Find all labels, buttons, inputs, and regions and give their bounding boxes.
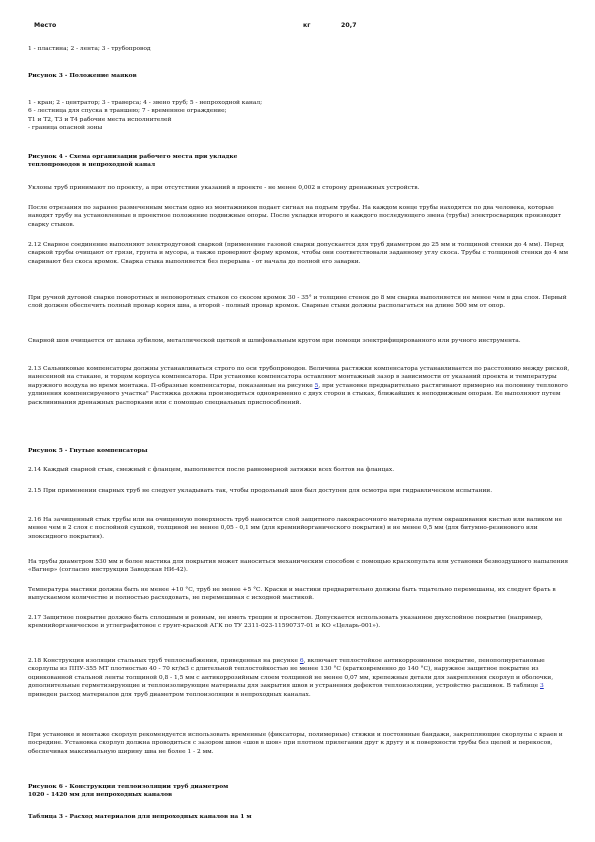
paragraph [28, 365, 570, 407]
table3-caption: Таблица 3 - Расход материалов для непроходных каналов на 1 м [28, 813, 252, 820]
paragraph-text: 2.18 Конструкция изоляции стальных труб теплоснабжения, приведенная на рисунке [28, 658, 300, 664]
fig4-legend-line: - граница опасной зоны [28, 125, 103, 132]
paragraph [28, 657, 570, 699]
fig3-legend: 1 - пластина; 2 - лента; 3 - трубопровод [28, 46, 151, 52]
paragraph: 2.17 Защитное покрытие должно быть сплошным и ровным, не иметь трещин и просветов. Допускается использовать указанное двухслойное покрытие (например, кремнийорганическое и углеграфитовое с грунт-краской АГК по ТУ 2311-023-11590737-01 и КО «Целарь-001»). [28, 615, 543, 630]
paragraph-text: , при установке предварительно растягивают примерно на половину теплового удлинения компенсируемого участка" Растяжка должна производиться одновременно с двух сторон в стыках, ближайших к неподвижным опорам. Ее выполняют путем расклинивания дренажных распорками или с помощью специальных приспособлений. [28, 382, 568, 406]
fig3-caption: Рисунок 3 - Положение маяков [28, 72, 137, 79]
paragraph-text: , включает теплостойкое антикоррозионное покрытие, пенополиуретановые скорлупы из ППУ-355 МТ плотностью 40 - 70 кг/м3 с длительной теплостойкостью не менее 130 °С (кратковременно до 140 °С), наружное защитное покрытие из оцинкованной стальной ленты толщиной 0,8 - 1,5 мм с антикоррозийным слоем толщиной не менее 0,07 мм, крепежные детали для закрепления скорлуп и оболочки, дополнительные герметизирующие и теплоизолирующие материалы для закрытия швов и устранения дефектов теплоизоляции, устройство расшивок. В таблице [28, 658, 554, 690]
header-left: Место [34, 22, 57, 29]
fig6-caption [28, 783, 570, 800]
table-3-link[interactable]: 3 [539, 683, 544, 690]
fig4-legend-line: Т1 и Т2, Т3 и Т4 рабочие места исполнителей [28, 116, 172, 123]
fig4-caption [28, 153, 570, 170]
paragraph: При установке и монтаже скорлуп рекомендуется использовать временные (фиксаторы, полимерные) стяжки и постоянные бандажи, закрепляющие скорлупы с краев и посредине. Установка скорлуп должна проводиться с зазором швов «шов в шов» при плотном прилегании друг к другу и к поверхности трубы без щелей и перекосов, обеспечивая максимальную ширину шва не более 1 - 2 мм. [28, 732, 563, 755]
fig4-caption-line: теплопроводов в непроходной канал [28, 161, 156, 169]
paragraph: Уклоны труб принимают по проекту, а при отсутствии указаний в проекте - не менее 0,002 в сторону дренажных устройств. [28, 185, 420, 191]
fig6-caption-line: Рисунок 6 - Конструкция теплоизоляции труб диаметром [28, 783, 229, 790]
fig4-legend [28, 99, 570, 133]
paragraph-text: 2.13 Сальниковые компенсаторы должны устанавливаться строго по оси трубопроводов. Величина растяжки компенсатора устанавливается по расстоянию между рискoй, нанесенной на стакане, и торцом корпуса компенсатора. При установке компенсатора оставляют монтажный зазор в зависимости от указаний проекта и температуры наружного воздуха во время монтажа. П-образные компенсаторы, показанные на рисунке [28, 366, 570, 389]
paragraph: 2.12 Сварное соединение выполняют электродуговой сваркой (применение газовой сварки допускается для труб диаметром до 25 мм и толщиной стенки до 4 мм). Перед сваркой трубы очищают от грязи, грунта и мусора, а также проверяют форму кромок, чтобы они соответствовали заданному углу скоса. Трубы с толщиной стенки до 4 мм сваривают без скоса кромок. Сварка стыка выполняется без перерыва - от начала до полной его заварки. [28, 242, 569, 265]
header-right: 20,7 [341, 22, 357, 29]
fig5-caption: Рисунок 5 - Гнутые компенсаторы [28, 447, 148, 454]
fig4-caption-line: Рисунок 4 - Схема организации рабочего места при укладке [28, 153, 238, 160]
paragraph: 2.16 На зачищенный стык трубы или на очищенную поверхность труб наносится слой защитного лакокрасочного материала путем окрашивания кистью или валиком не менее чем в 2 слоя с послойной сушкой, толщиной не менее 0,05 - 0,1 мм (для кремнийорганического покрытия) и не менее 0,5 мм (для битумно-резинового или эпоксидного покрытия). [28, 517, 563, 540]
figure-6-link[interactable]: 6 [299, 658, 304, 664]
paragraph: 2.15 При применении сварных труб не следует укладывать так, чтобы продольный шов был доступен для осмотра при гидравлическом испытании. [28, 488, 493, 494]
header-middle: кг [303, 22, 311, 29]
paragraph: После отрезания по заранее размеченным местам одно из монтажников подает сигнал на подъем трубы. На каждом конце трубы находятся по два человека, которые наводят трубу на установленные в проектное положение подвижные опоры. После укладки второго и каждого последующего звена (трубы) электросварщик производит сварку стыков. [28, 205, 561, 228]
paragraph: 2.14 Каждый сварной стык, смежный с фланцем, выполняется после равномерной затяжки всех болтов на фланцах. [28, 467, 395, 473]
fig4-legend-line: 6 - лестница для спуска в траншею; 7 - временное ограждение; [28, 108, 227, 115]
paragraph: Температура мастики должна быть не менее +10 °С, труб не менее +5 °С. Краски и мастики предварительно должны быть тщательно перемешаны, их следует брать в выпускаемом количестве и полностью расходовать, не перемешивая с исходной мастикой. [28, 587, 556, 602]
paragraph: Сварной шов очищается от шлака зубилом, металлической щеткой и шлифовальным кругом при помощи электрифицированного или ручного инструмента. [28, 338, 521, 344]
paragraph: При ручной дуговой сварке поворотных и неповоротных стыков со скосом кромок 30 - 35° и толщине стенок до 8 мм сварка выполняется не менее чем в два слоя. Первый слой должен обеспечить полный провар корня шва, а второй - полный провар кромок. Сварные стыки должны располагаться на длине 500 мм от опор. [28, 295, 567, 310]
fig6-caption-line: 1020 - 1420 мм для непроходных каналов [28, 791, 173, 799]
fig4-legend-line: 1 - кран; 2 - центратор; 3 - траверса; 4 - звено труб; 5 - непроходной канал; [28, 100, 263, 106]
paragraph-text: приведен расход материалов для труб диаметром теплоизоляции в непроходных каналах. [28, 691, 311, 698]
paragraph: На трубы диаметром 530 мм и более мастика для покрытия может наноситься механическим способом с помощью краскопульта или установки безвоздушного напыления «Вагнер» (согласно инструкции Заводская НИ-42). [28, 559, 569, 574]
figure-5-link[interactable]: 5 [314, 382, 319, 389]
